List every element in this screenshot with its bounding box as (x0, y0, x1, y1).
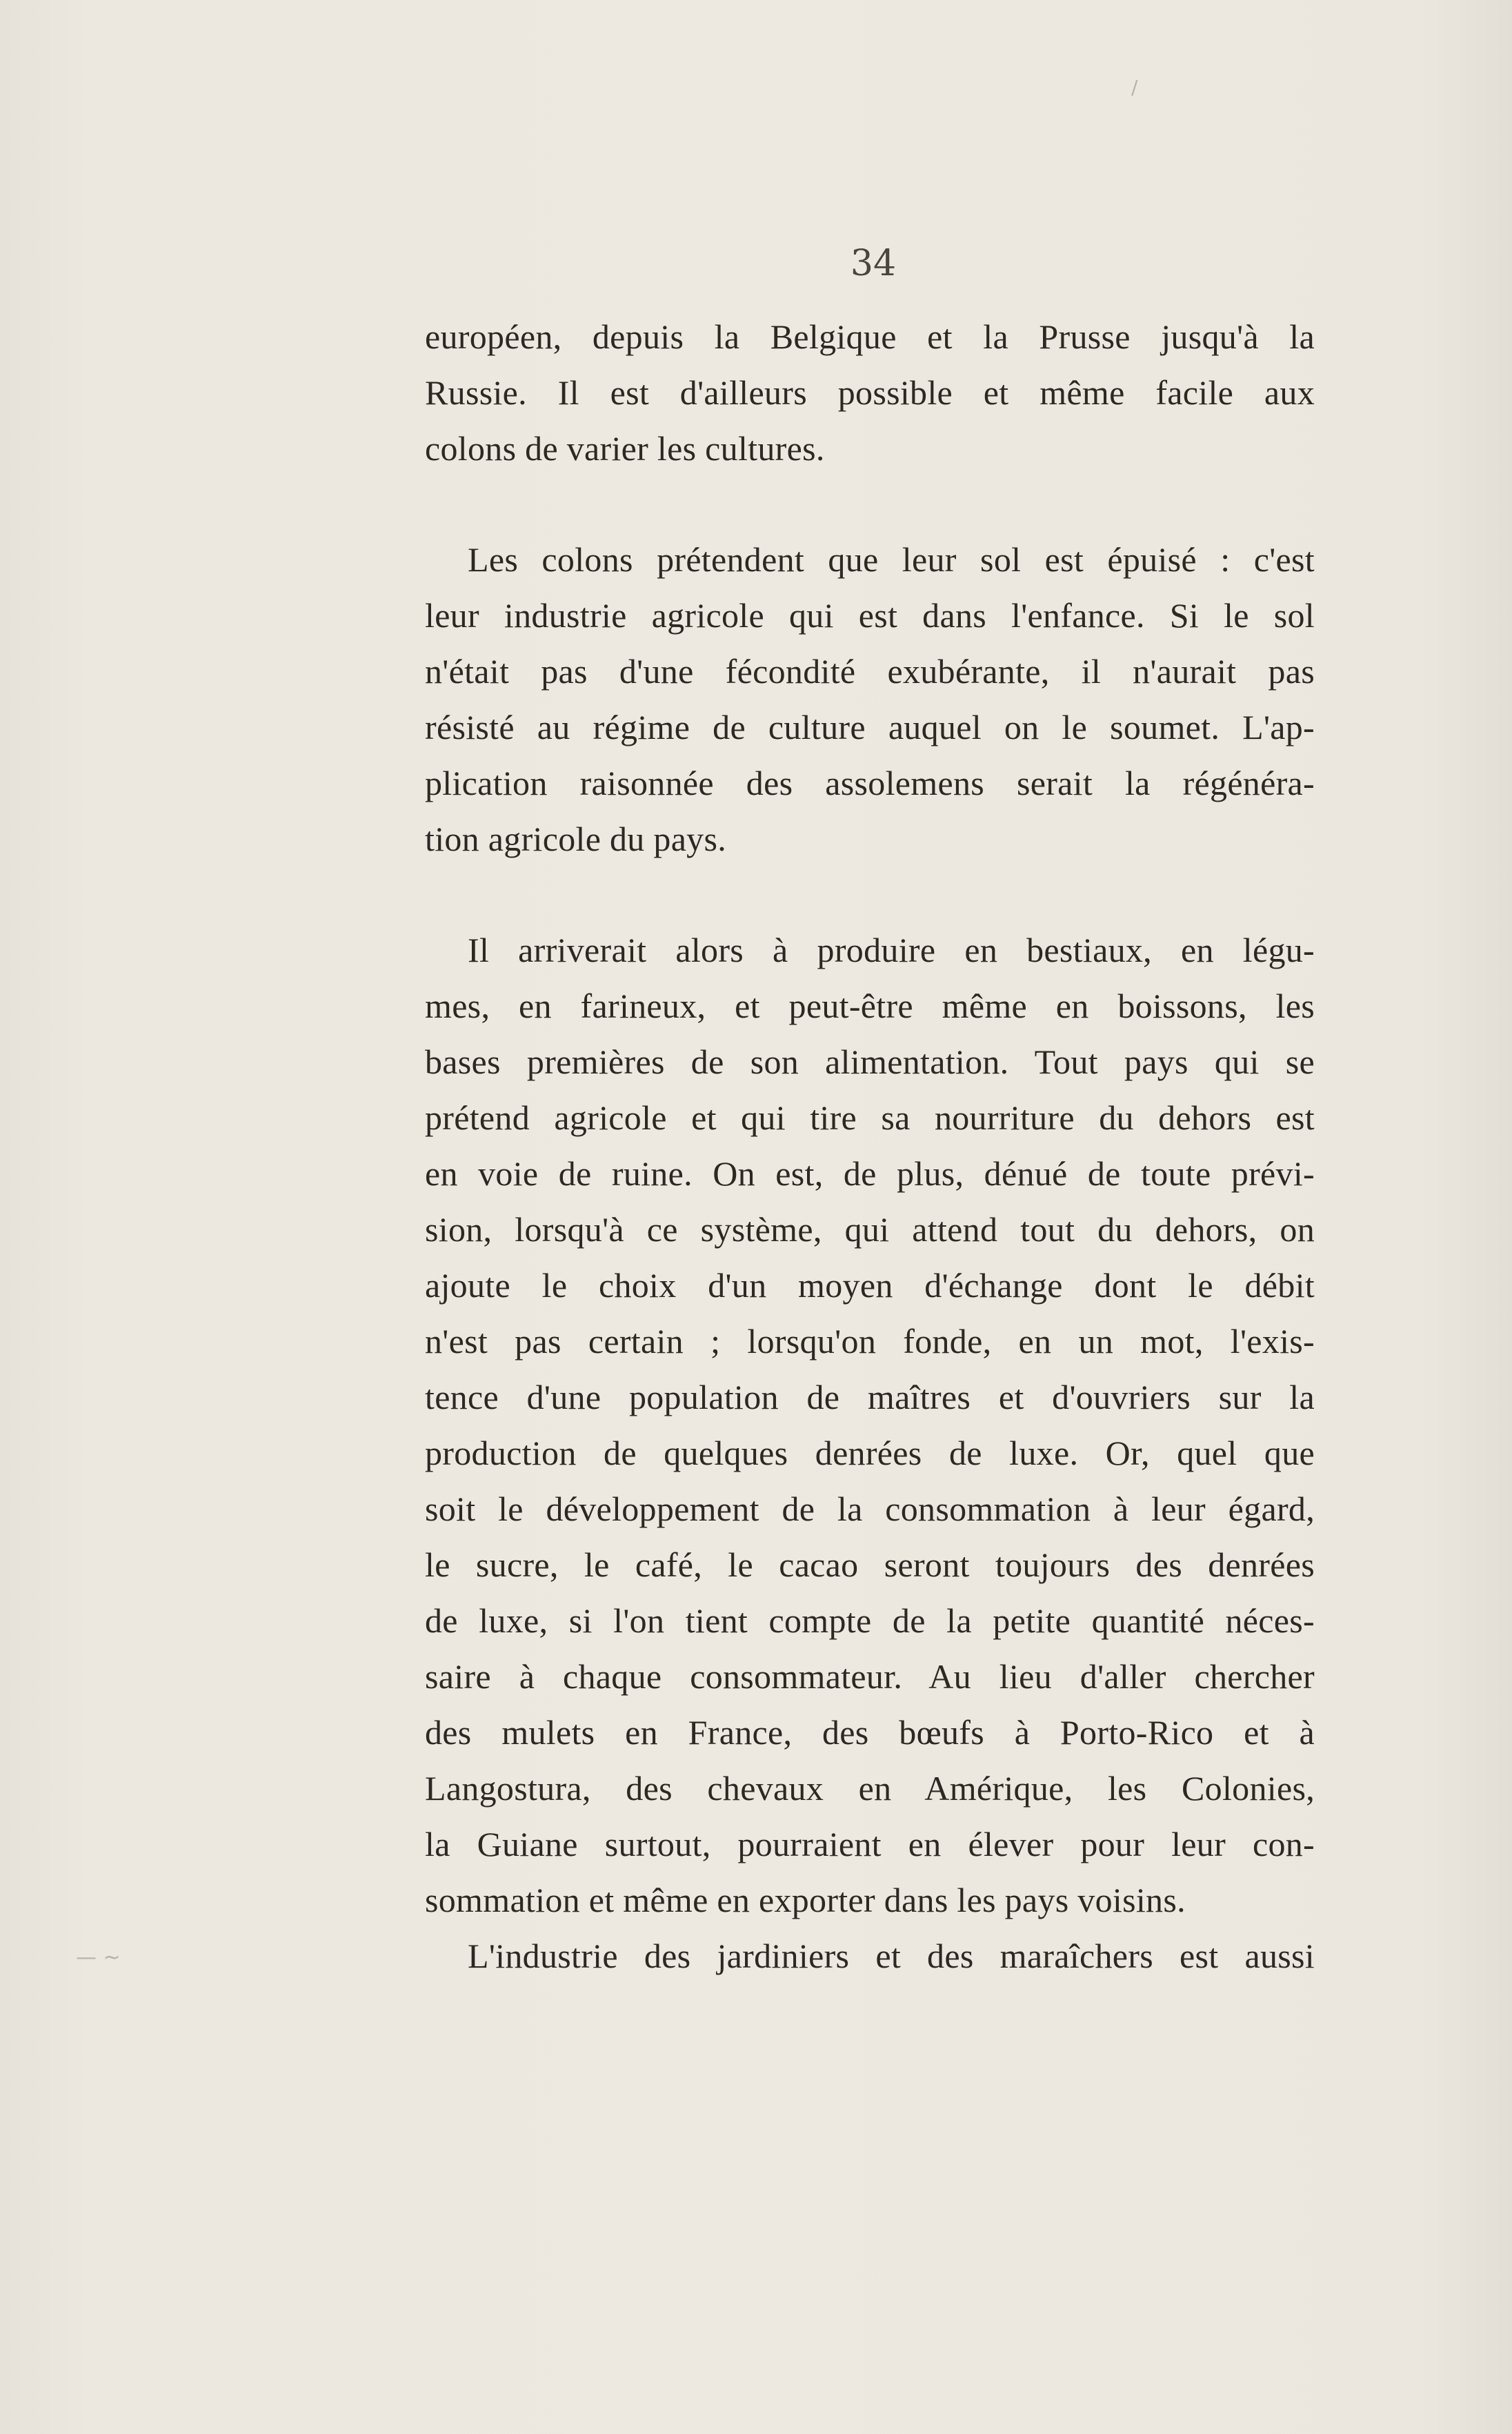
text-line: sommation et même en exporter dans les pays voisins. (425, 1881, 1186, 1919)
paragraph-gap (425, 477, 1315, 532)
text-line: L'industrie des jardiniers et des maraîchers est aussi (468, 1937, 1315, 1975)
text-line: plication raisonnée des assolemens serait la régénéra- (425, 764, 1315, 802)
body-text (425, 309, 1315, 1984)
text-line: européen, depuis la Belgique et la Prusse jusqu'à la (425, 317, 1315, 356)
text-line: n'était pas d'une fécondité exubérante, il n'aurait pas (425, 652, 1315, 691)
text-line: la Guiane surtout, pourraient en élever pour leur con- (425, 1825, 1315, 1863)
text-line: prétend agricole et qui tire sa nourriture du dehors est (425, 1098, 1315, 1137)
text-line: ajoute le choix d'un moyen d'échange dont le débit (425, 1266, 1315, 1305)
text-line: Il arriverait alors à produire en bestiaux, en légu- (468, 931, 1315, 969)
text-line: colons de varier les cultures. (425, 429, 825, 468)
text-line: production de quelques denrées de luxe. Or, quel que (425, 1434, 1315, 1472)
text-line: Les colons prétendent que leur sol est épuisé : c'est (468, 540, 1315, 579)
text-line: n'est pas certain ; lorsqu'on fonde, en un mot, l'exis- (425, 1322, 1315, 1361)
text-line: saire à chaque consommateur. Au lieu d'aller chercher (425, 1657, 1315, 1696)
text-line: tence d'une population de maîtres et d'ouvriers sur la (425, 1378, 1315, 1416)
paragraph-4 (425, 1928, 1315, 1984)
text-line: Langostura, des chevaux en Amérique, les Colonies, (425, 1769, 1315, 1808)
paragraph-1 (425, 309, 1315, 477)
text-line: résisté au régime de culture auquel on le soumet. L'ap- (425, 708, 1315, 746)
text-line: mes, en farineux, et peut-être même en boissons, les (425, 987, 1315, 1025)
text-line: bases premières de son alimentation. Tout pays qui se (425, 1042, 1315, 1081)
text-line: leur industrie agricole qui est dans l'enfance. Si le sol (425, 596, 1315, 635)
page-number: 34 (850, 243, 897, 284)
paragraph-3 (425, 922, 1315, 1928)
text-line: sion, lorsqu'à ce système, qui attend tout du dehors, on (425, 1210, 1315, 1249)
paragraph-2 (425, 532, 1315, 867)
stray-mark-top: / (1131, 76, 1138, 99)
stray-mark-left: — ~ (76, 1946, 121, 1970)
text-line: tion agricole du pays. (425, 820, 727, 858)
text-line: en voie de ruine. On est, de plus, dénué de toute prévi- (425, 1154, 1315, 1193)
text-line: soit le développement de la consommation à leur égard, (425, 1490, 1315, 1528)
text-line: de luxe, si l'on tient compte de la petite quantité néces- (425, 1601, 1315, 1640)
text-line: le sucre, le café, le cacao seront toujours des denrées (425, 1545, 1315, 1584)
paragraph-gap (425, 867, 1315, 922)
text-line: Russie. Il est d'ailleurs possible et même facile aux (425, 373, 1315, 412)
text-line: des mulets en France, des bœufs à Porto-Rico et à (425, 1713, 1315, 1752)
